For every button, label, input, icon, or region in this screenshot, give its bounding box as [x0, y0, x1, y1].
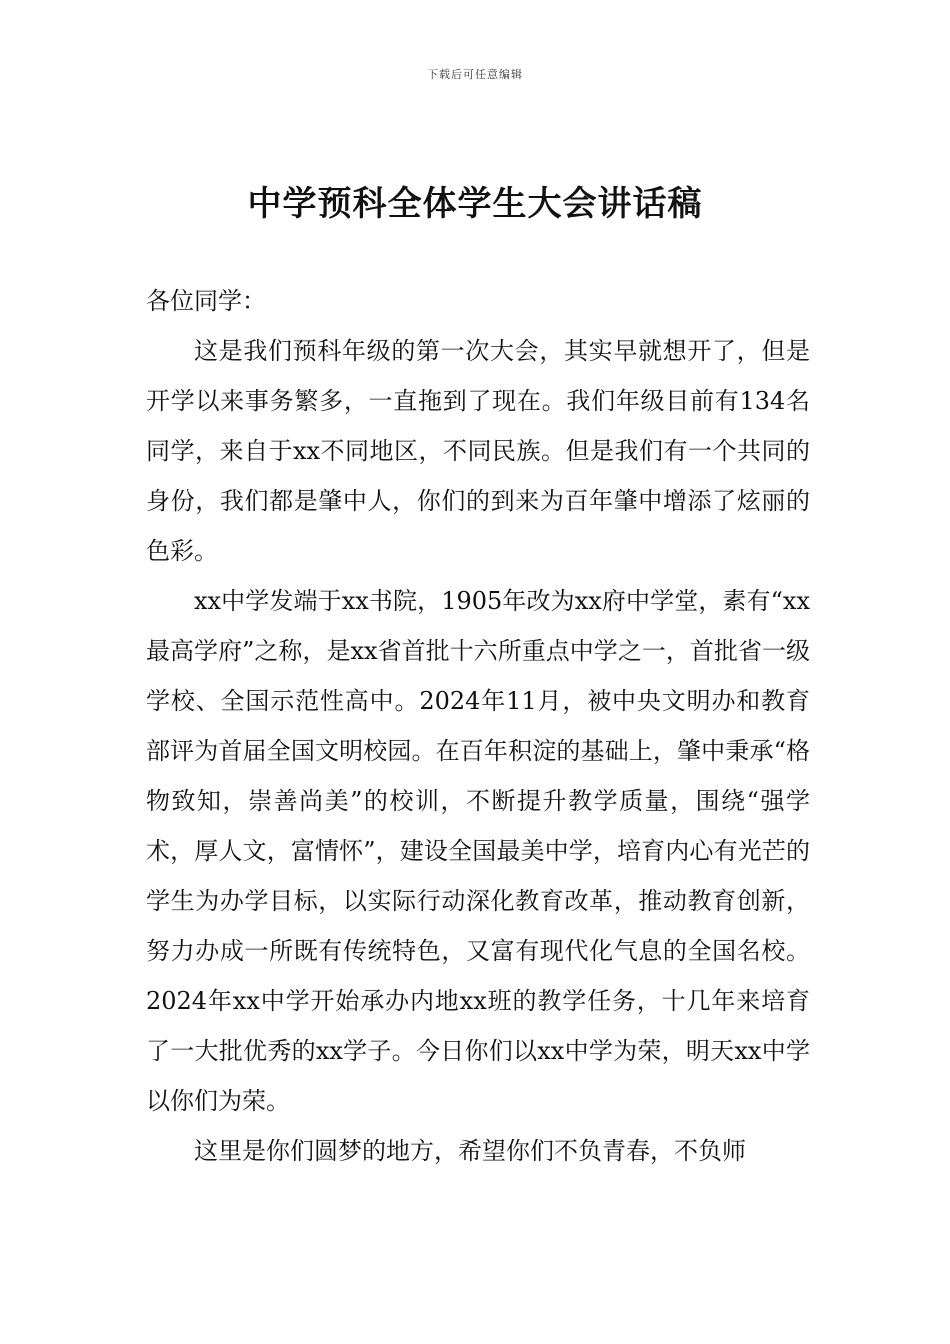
header-note: 下载后可任意编辑 [427, 68, 523, 81]
paragraph-1: 这是我们预科年级的第一次大会，其实早就想开了，但是开学以来事务繁多，一直拖到了现在。我们年级目前有134名同学，来自于xx不同地区，不同民族。但是我们有一个共同的身份，我们都是肇中人，你们的到来为百年肇中增添了炫丽的色彩。 [146, 337, 810, 565]
document-body [146, 276, 810, 1176]
paragraph-2: xx中学发端于xx书院，1905年改为xx府中学堂，素有“xx最高学府”之称，是xx省首批十六所重点中学之一，首批省一级学校、全国示范性高中。2024年11月，被中央文明办和教育部评为首届全国文明校园。在百年积淀的基础上，肇中秉承“格物致知，崇善尚美”的校训，不断提升教学质量，围绕“强学术，厚人文，富情怀”，建设全国最美中学，培育内心有光芒的学生为办学目标，以实际行动深化教育改革，推动教育创新，努力办成一所既有传统特色，又富有现代化气息的全国名校。2024年xx中学开始承办内地xx班的教学任务，十几年来培育了一大批优秀的xx学子。今日你们以xx中学为荣，明天xx中学以你们为荣。 [146, 587, 810, 1115]
salutation: 各位同学： [146, 287, 266, 315]
document-title: 中学预科全体学生大会讲话稿 [247, 184, 703, 224]
paragraph-3: 这里是你们圆梦的地方，希望你们不负青春，不负师 [194, 1137, 746, 1165]
